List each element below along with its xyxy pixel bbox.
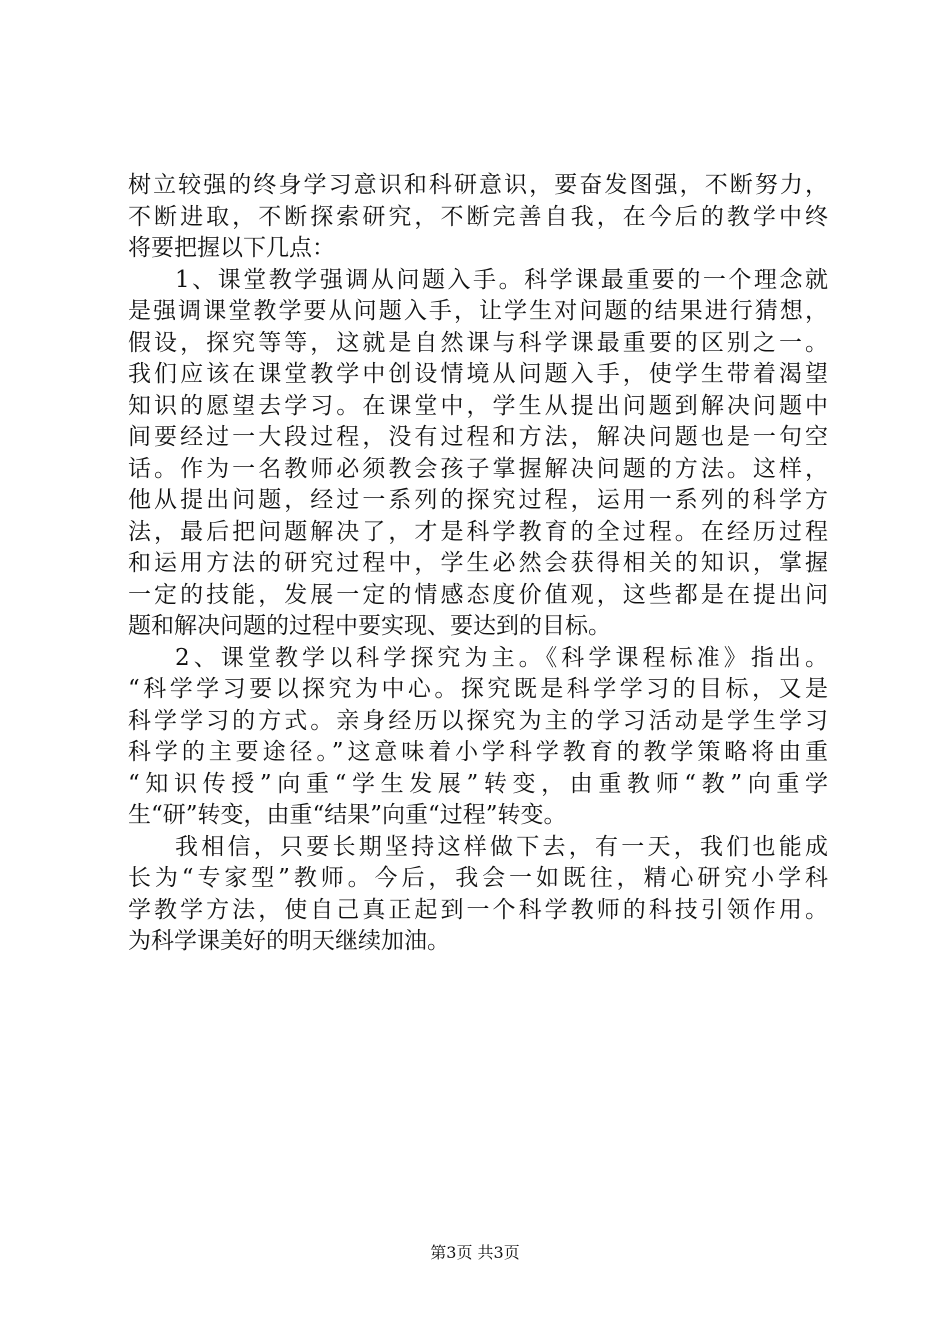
- text-line: 树立较强的终身学习意识和科研意识，要奋发图强，不断努力，: [128, 172, 828, 198]
- text-line: 知识的愿望去学习。在课堂中，学生从提出问题到解决问题中: [128, 392, 828, 419]
- text-line: 2、课堂教学以科学探究为主。《科学课程标准》指出。: [175, 644, 828, 671]
- text-line: “知识传授”向重“学生发展”转变，由重教师“教”向重学: [128, 770, 828, 797]
- text-line: 科学的主要途径。”这意味着小学科学教育的教学策略将由重: [128, 739, 828, 765]
- text-line: 我们应该在课堂教学中创设情境从问题入手，使学生带着渴望: [128, 361, 828, 387]
- text-line: 科学学习的方式。亲身经历以探究为主的学习活动是学生学习: [128, 707, 828, 734]
- text-line: 长为“专家型”教师。今后，我会一如既往，精心研究小学科: [128, 865, 828, 891]
- text-line: 他从提出问题，经过一系列的探究过程，运用一系列的科学方: [128, 487, 828, 513]
- page-number-footer: 第3页 共3页: [430, 1243, 520, 1262]
- text-line: 法，最后把问题解决了，才是科学教育的全过程。在经历过程: [128, 518, 828, 545]
- text-line: 一定的技能，发展一定的情感态度价值观，这些都是在提出问: [128, 581, 828, 608]
- text-line: 学教学方法，使自己真正起到一个科学教师的科技引领作用。: [128, 896, 828, 923]
- text-line: 话。作为一名教师必须教会孩子掌握解决问题的方法。这样，: [128, 455, 828, 482]
- text-line: 将要把握以下几点：: [128, 235, 335, 261]
- text-line: 1、课堂教学强调从问题入手。科学课最重要的一个理念就: [175, 266, 828, 293]
- text-line: 和运用方法的研究过程中，学生必然会获得相关的知识，掌握: [128, 550, 828, 576]
- text-line: 假设，探究等等，这就是自然课与科学课最重要的区别之一。: [128, 329, 828, 356]
- text-line: 我相信，只要长期坚持这样做下去，有一天，我们也能成: [175, 833, 828, 860]
- text-line: 间要经过一大段过程，没有过程和方法，解决问题也是一句空: [128, 424, 828, 450]
- text-line: 生“研”转变，由重“结果”向重“过程”转变。: [128, 802, 567, 828]
- text-line: 不断进取，不断探索研究，不断完善自我，在今后的教学中终: [128, 203, 828, 230]
- document-body: [128, 170, 828, 958]
- text-line: 题和解决问题的过程中要实现、要达到的目标。: [128, 613, 611, 639]
- text-line: 为科学课美好的明天继续加油。: [128, 928, 450, 954]
- text-line: “科学学习要以探究为中心。探究既是科学学习的目标，又是: [128, 676, 828, 702]
- text-line: 是强调课堂教学要从问题入手，让学生对问题的结果进行猜想，: [128, 298, 828, 324]
